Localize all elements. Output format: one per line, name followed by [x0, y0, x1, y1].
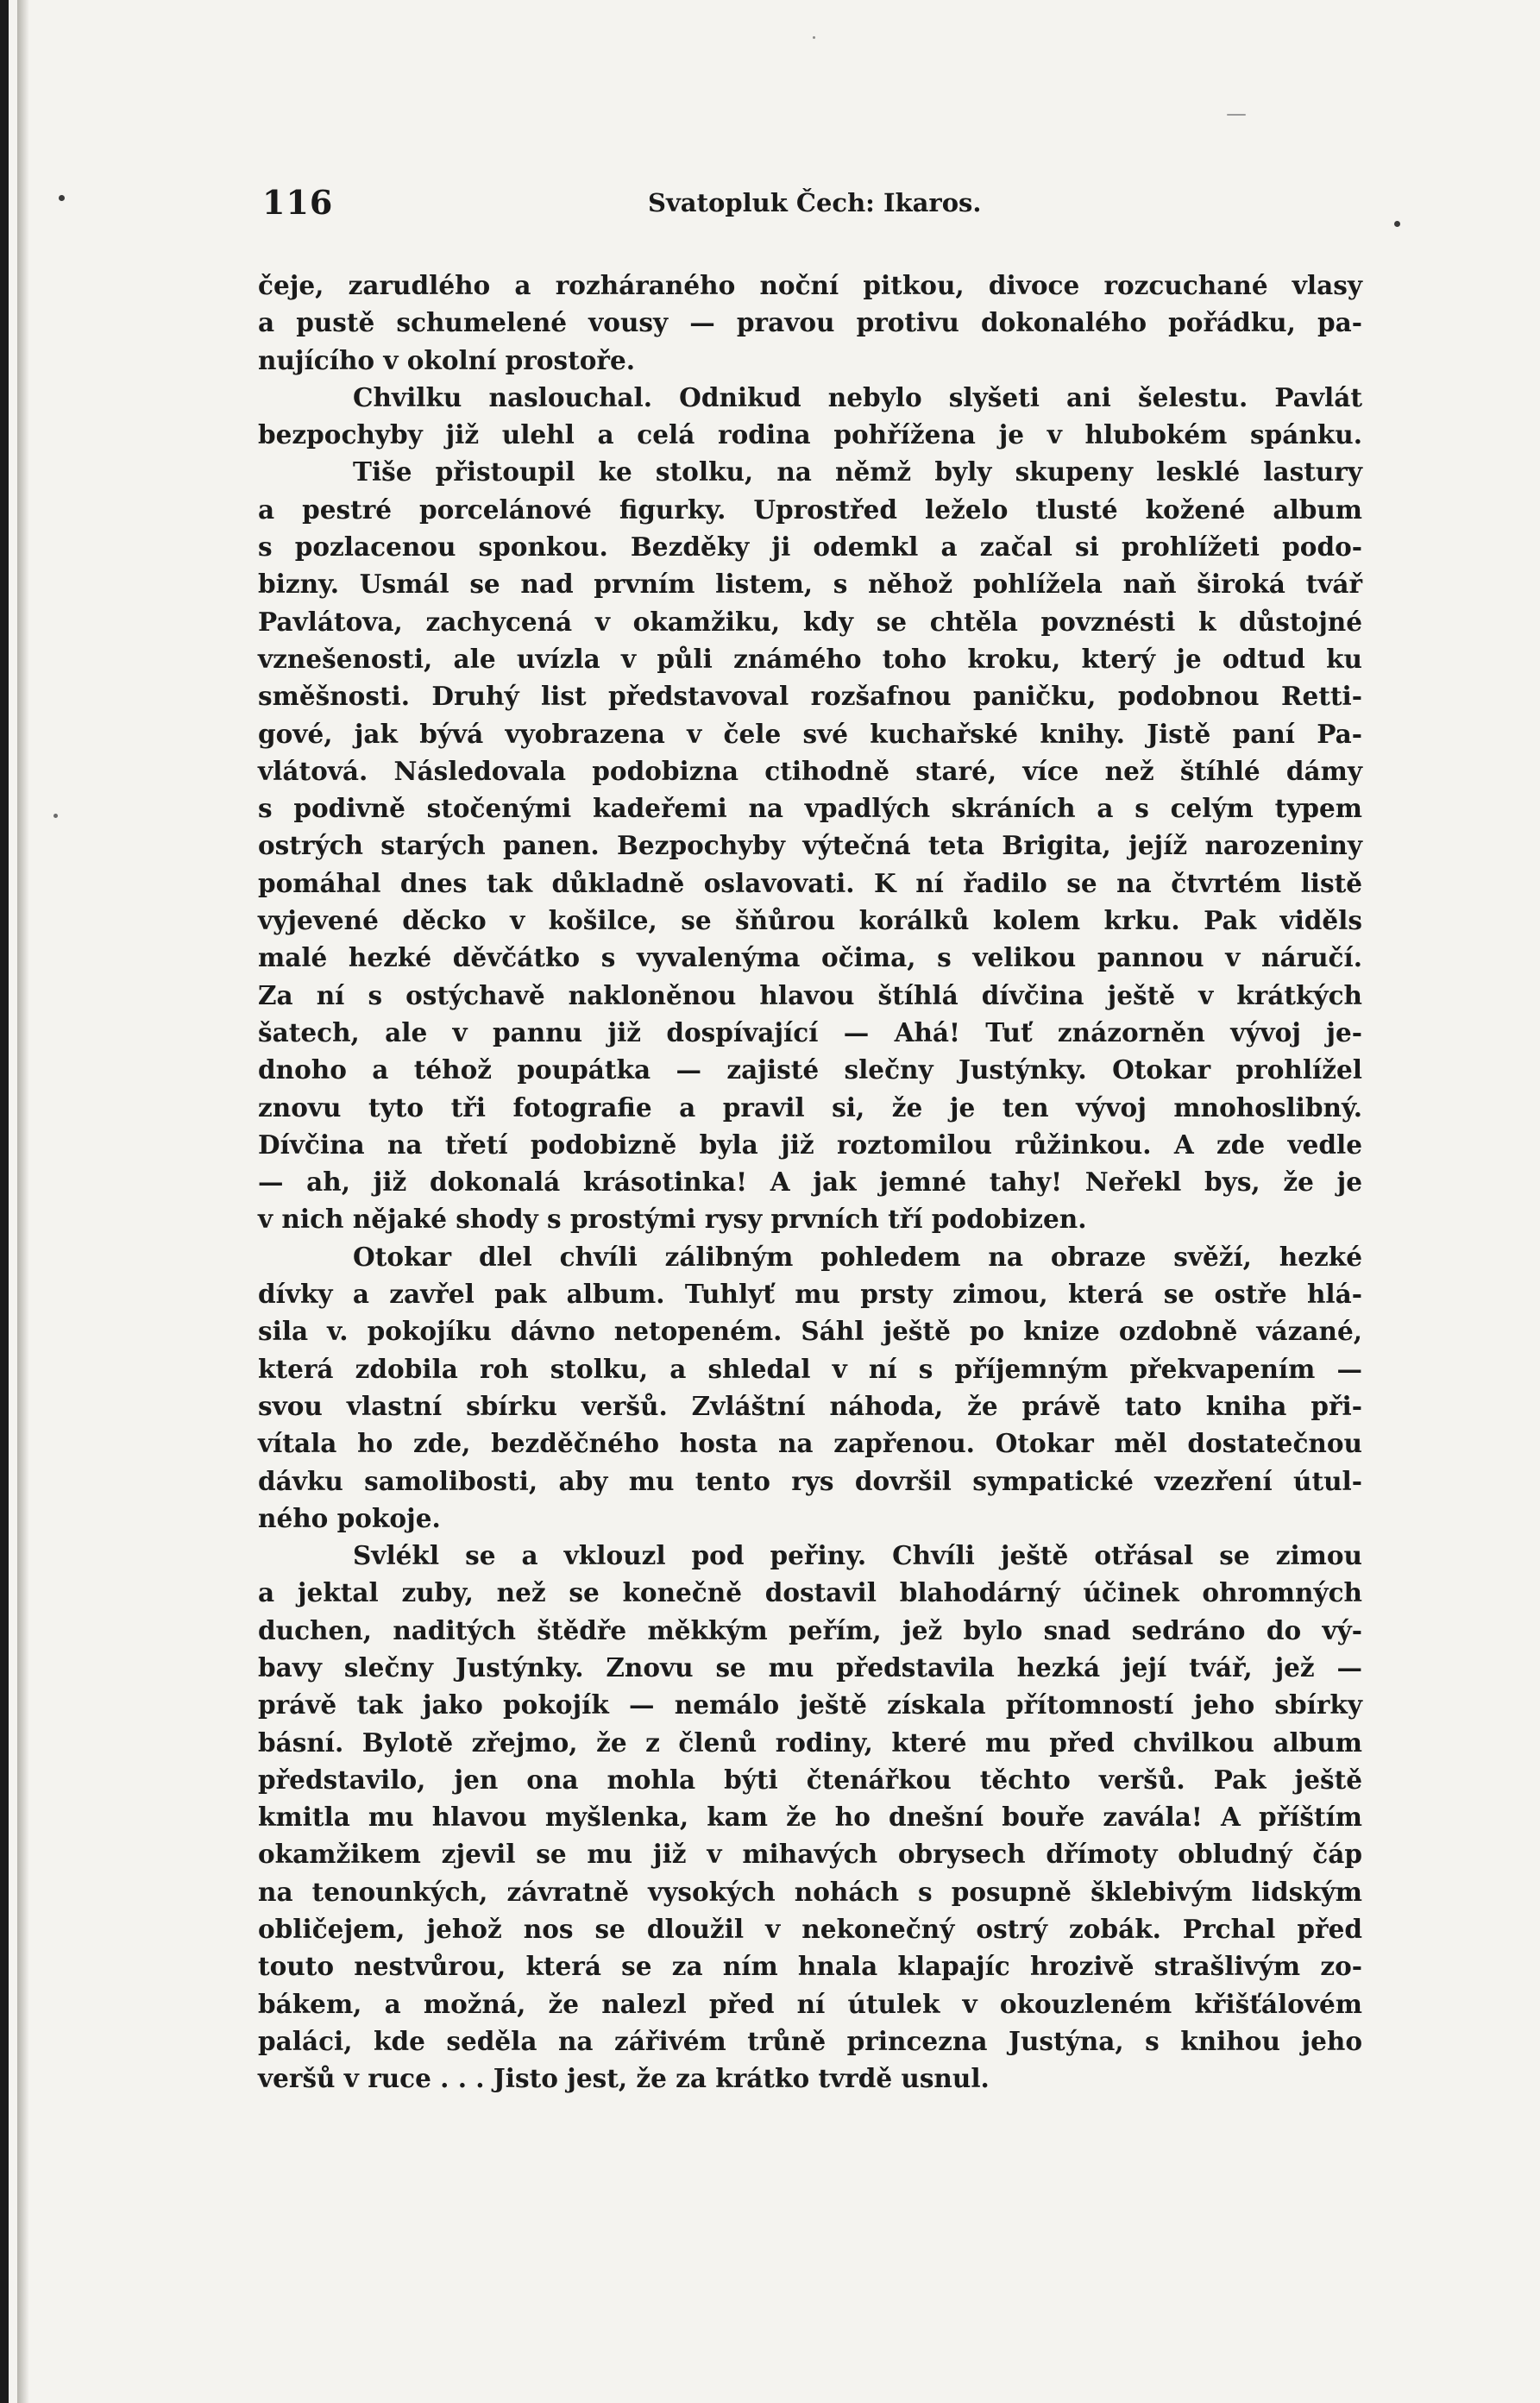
text-line: vznešenosti, ale uvízla v půli známého toho kroku, který je odtud ku — [258, 643, 1362, 674]
text-line: pomáhal dnes tak důkladně oslavovati. K ní řadilo se na čtvrtém listě — [258, 867, 1362, 898]
text-line: bákem, a možná, že nalezl před ní útulek v okouzleném křišťálovém — [258, 1988, 1362, 2019]
body-text — [258, 267, 1362, 2098]
text-line: Za ní s ostýchavě nakloněnou hlavou štíhlá dívčina ještě v krátkých — [258, 979, 1362, 1010]
text-line: v nich nějaké shody s prostými rysy prvních tří podobizen. — [258, 1204, 1087, 1235]
text-line: šatech, ale v pannu již dospívající — Ahá! Tuť znázorněn vývoj je- — [258, 1016, 1362, 1047]
text-line: okamžikem zjevil se mu již v mihavých obrysech dřímoty obludný čáp — [258, 1839, 1362, 1870]
text-line: bavy slečny Justýnky. Znovu se mu představila hezká její tvář, jež — — [258, 1651, 1362, 1683]
text-line: čeje, zarudlého a rozháraného noční pitkou, divoce rozcuchané vlasy — [258, 270, 1362, 300]
page-header — [262, 183, 1368, 235]
text-line: Svlékl se a vklouzl pod peřiny. Chvíli ještě otřásal se zimou — [353, 1540, 1362, 1571]
text-line: a pustě schumelené vousy — pravou protivu dokonalého pořádku, pa- — [258, 307, 1362, 338]
text-line: duchen, naditých štědře měkkým peřím, jež bylo snad sedráno do vý- — [258, 1614, 1362, 1645]
text-line: sila v. pokojíku dávno netopeném. Sáhl ještě po knize ozdobně vázané, — [258, 1316, 1362, 1347]
text-line: dávku samolibosti, aby mu tento rys dovršil sympatické vzezření útul- — [258, 1465, 1362, 1496]
paper-speck — [59, 195, 65, 201]
paper-speck — [813, 36, 815, 39]
text-line: vyjevené děcko v košilce, se šňůrou korálků kolem krku. Pak viděls — [258, 905, 1362, 936]
text-line: která zdobila roh stolku, a shledal v ní s příjemným překvapením — — [258, 1353, 1362, 1384]
text-line: s podivně stočenými kadeřemi na vpadlých skráních a s celým typem — [258, 793, 1362, 824]
text-line: na tenounkých, závratně vysokých nohách s posupně šklebivým lidským — [258, 1876, 1362, 1907]
text-line: představilo, jen ona mohla býti čtenářkou těchto veršů. Pak ještě — [258, 1764, 1362, 1795]
text-line: vlátová. Následovala podobizna ctihodně staré, více než štíhlé dámy — [258, 755, 1362, 786]
text-line: touto nestvůrou, která se za ním hnala klapajíc hrozivě strašlivým zo- — [258, 1951, 1362, 1982]
text-line: nujícího v okolní prostoře. — [258, 344, 636, 375]
text-line: paláci, kde seděla na zářivém trůně princezna Justýna, s knihou jeho — [258, 2025, 1362, 2056]
running-title: Svatopluk Čech: Ikaros. — [648, 188, 982, 217]
text-line: směšnosti. Druhý list představoval rozšafnou paničku, podobnou Retti- — [258, 681, 1362, 712]
page-number: 116 — [262, 183, 334, 222]
text-line: svou vlastní sbírku veršů. Zvláštní náhoda, že právě tato kniha při- — [258, 1390, 1362, 1421]
text-line: s pozlacenou sponkou. Bezděky ji odemkl a začal si prohlížeti podo- — [258, 532, 1362, 563]
text-line: gové, jak bývá vyobrazena v čele své kuchařské knihy. Jistě paní Pa- — [258, 718, 1362, 749]
text-line: Dívčina na třetí podobizně byla již roztomilou růžinkou. A zde vedle — [258, 1129, 1362, 1160]
text-line: právě tak jako pokojík — nemálo ještě získala přítomností jeho sbírky — [258, 1689, 1362, 1720]
text-line: znovu tyto tři fotografie a pravil si, že je ten vývoj mnohoslibný. — [258, 1091, 1362, 1123]
text-line: malé hezké děvčátko s vyvalenýma očima, s velikou pannou v náručí. — [258, 942, 1362, 973]
text-line: — ah, již dokonalá krásotinka! A jak jemné tahy! Neřekl bys, že je — [258, 1167, 1362, 1198]
text-line: básní. Bylotě zřejmo, že z členů rodiny, které mu před chvilkou album — [258, 1727, 1362, 1758]
page-binding-edge — [17, 0, 29, 2403]
text-line: obličejem, jehož nos se dloužil v nekonečný ostrý zobák. Prchal před — [258, 1914, 1362, 1945]
text-line: a pestré porcelánové figurky. Uprostřed leželo tlusté kožené album — [258, 494, 1362, 525]
text-line: Pavlátova, zachycená v okamžiku, kdy se chtěla povznésti k důstojné — [258, 606, 1362, 637]
text-line: vítala ho zde, bezděčného hosta na zapřenou. Otokar měl dostatečnou — [258, 1428, 1362, 1459]
text-line: Otokar dlel chvíli zálibným pohledem na obraze svěží, hezké — [353, 1241, 1362, 1272]
text-line: kmitla mu hlavou myšlenka, kam že ho dnešní bouře zavála! A příštím — [258, 1802, 1362, 1833]
paper-speck — [1394, 221, 1400, 227]
text-line: Tiše přistoupil ke stolku, na němž byly skupeny lesklé lastury — [353, 456, 1362, 488]
text-line: dívky a zavřel pak album. Tuhlyť mu prsty zimou, která se ostře hlá- — [258, 1279, 1362, 1310]
paper-speck — [1227, 114, 1246, 116]
text-line: a jektal zuby, než se konečně dostavil blahodárný účinek ohromných — [258, 1577, 1362, 1608]
text-line: veršů v ruce . . . Jisto jest, že za krátko tvrdě usnul. — [258, 2063, 990, 2094]
text-line: dnoho a téhož poupátka — zajisté slečny Justýnky. Otokar prohlížel — [258, 1054, 1362, 1085]
text-line: bezpochyby již ulehl a celá rodina pohřížena je v hlubokém spánku. — [258, 419, 1362, 450]
paper-speck — [53, 814, 58, 818]
text-line: Chvilku naslouchal. Odnikud nebylo slyšeti ani šelestu. Pavlát — [353, 381, 1362, 412]
text-line: bizny. Usmál se nad prvním listem, s něhož pohlížela naň široká tvář — [258, 569, 1362, 600]
text-line: ného pokoje. — [258, 1502, 441, 1533]
text-line: ostrých starých panen. Bezpochyby výtečná teta Brigita, jejíž narozeniny — [258, 830, 1362, 861]
